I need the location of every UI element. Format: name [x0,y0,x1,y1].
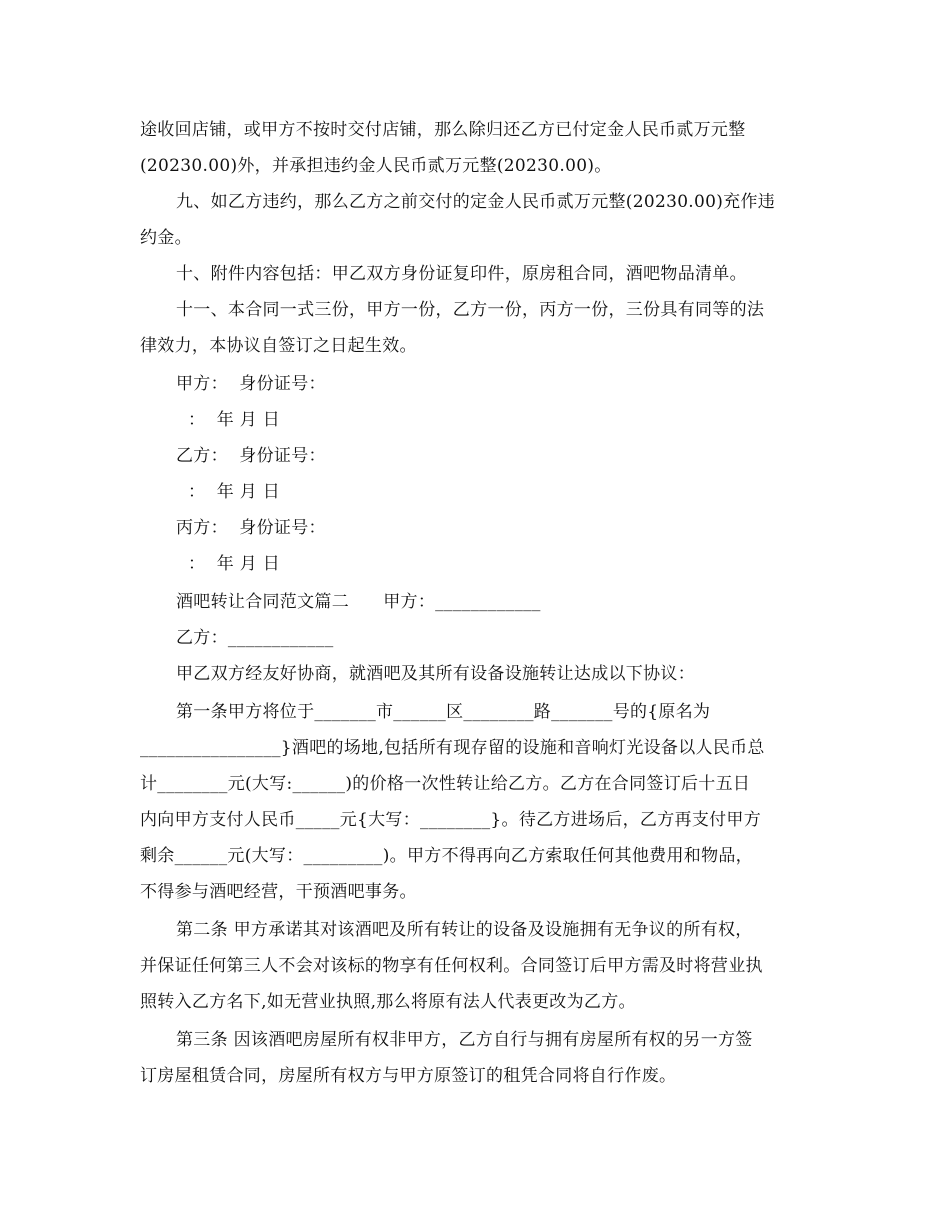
article-one-line: 第一条甲方将位于_______市______区________路_______号的{原名为 [176,702,711,722]
paragraph-line: (20230.00)外，并承担违约金人民币贰万元整(20230.00)。 [140,156,612,176]
clause-nine-line: 九、如乙方违约，那么乙方之前交付的定金人民币贰万元整(20230.00)充作违 [176,192,776,212]
paragraph-line: 计________元(大写:______)的价格一次性转让给乙方。乙方在合同签订后十五日 [140,774,751,794]
clause-ten-line: 十、附件内容包括：甲乙双方身份证复印件，原房租合同，酒吧物品清单。 [176,264,747,284]
article-three-line: 第三条 因该酒吧房屋所有权非甲方，乙方自行与拥有房屋所有权的另一方签 [176,1030,753,1050]
paragraph-line: 照转入乙方名下,如无营业执照,那么将原有法人代表更改为乙方。 [140,992,636,1012]
party-c-id-label: 丙方： 身份证号： [176,518,326,538]
party-b-date-label: ： 年 月 日 [188,482,281,502]
paragraph-line: 内向甲方支付人民币_____元{大写：________}。待乙方进场后，乙方再支付甲方 [140,810,762,830]
clause-eleven-line: 十一、本合同一式三份，甲方一份，乙方一份，丙方一份，三份具有同等的法 [176,300,765,320]
paragraph-line: 订房屋租赁合同，房屋所有权方与甲方原签订的租凭合同将自行作废。 [140,1066,677,1086]
party-a-date-label: ： 年 月 日 [188,410,281,430]
paragraph-line: 剩余______元(大写：_________)。甲方不得再向乙方索取任何其他费用和物品， [140,846,753,866]
paragraph-line: 并保证任何第三人不会对该标的物享有任何权利。合同签订后甲方需及时将营业执 [140,956,763,976]
paragraph-line: 途收回店铺，或甲方不按时交付店铺，那么除归还乙方已付定金人民币贰万元整 [140,120,746,140]
party-a-id-label: 甲方： 身份证号： [176,374,326,394]
party-b-id-label: 乙方： 身份证号： [176,446,326,466]
party-b-line: 乙方：____________ [176,628,334,648]
article-two-line: 第二条 甲方承诺其对该酒吧及所有转让的设备及设施拥有无争议的所有权， [176,920,753,940]
paragraph-line: ________________}酒吧的场地,包括所有现存留的设施和音响灯光设备以人民币总 [140,738,765,758]
section-title-line: 酒吧转让合同范文篇二 甲方：____________ [176,592,541,612]
paragraph-line: 律效力，本协议自签订之日起生效。 [140,336,417,356]
agreement-intro-line: 甲乙双方经友好协商，就酒吧及其所有设备设施转让达成以下协议： [176,664,695,684]
party-c-date-label: ： 年 月 日 [188,554,281,574]
paragraph-line: 约金。 [140,228,192,248]
paragraph-line: 不得参与酒吧经营，干预酒吧事务。 [140,882,417,902]
